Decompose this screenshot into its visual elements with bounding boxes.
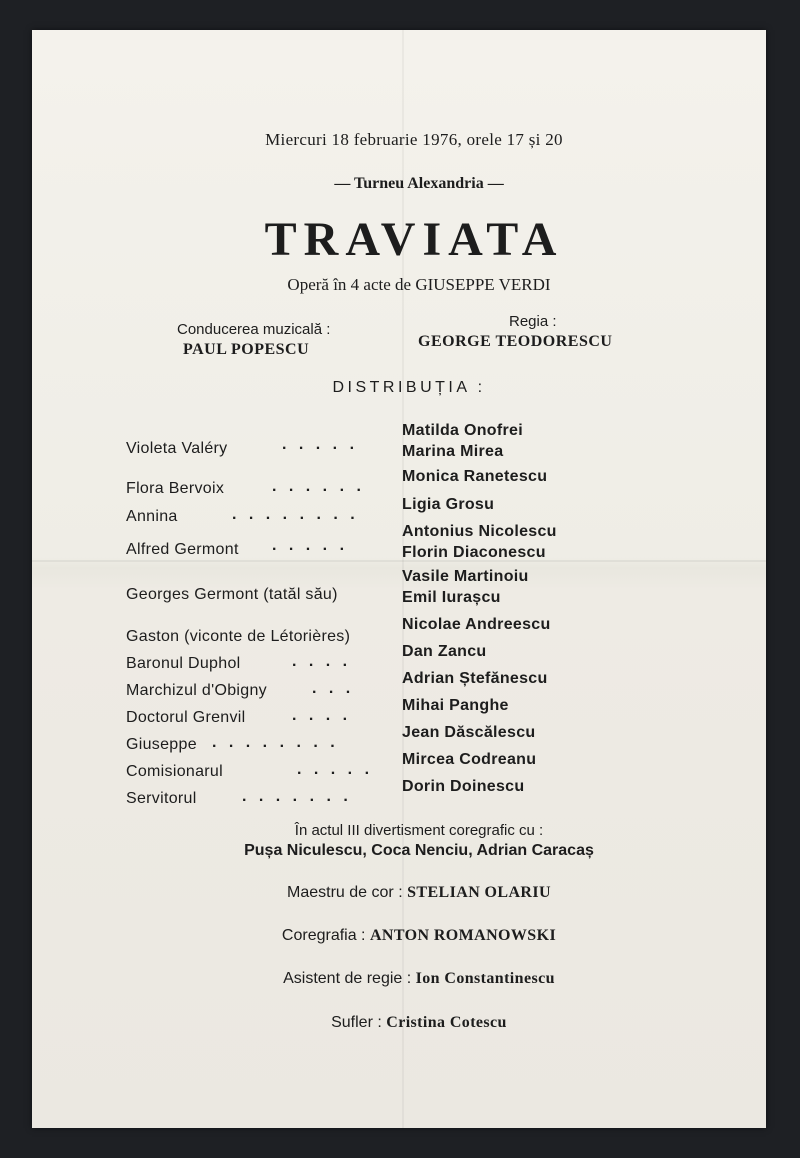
leader-dots: . . . . . [272, 537, 349, 554]
cast-role: Comisionarul [126, 763, 223, 780]
cast-heading: DISTRIBUȚIA : [332, 379, 486, 396]
cast-role: Flora Bervoix [126, 480, 225, 497]
credit-name: Cristina Cotescu [386, 1014, 507, 1031]
credit-chorus-master [32, 884, 766, 902]
cast-role: Giuseppe [126, 736, 197, 753]
music-director-name: PAUL POPESCU [183, 341, 310, 358]
cast-role: Annina [126, 508, 178, 525]
credit-name: ANTON ROMANOWSKI [369, 927, 557, 944]
cast-list [32, 30, 766, 1128]
leader-dots: . . . . . [297, 761, 374, 778]
cast-singer: Dorin Doinescu [402, 778, 525, 795]
stage-director-name: GEORGE TEODORESCU [418, 333, 613, 350]
credit-label: Asistent de regie : [283, 970, 412, 987]
cast-role: Alfred Germont [126, 541, 239, 558]
credit-choreography [32, 927, 766, 945]
cast-singer: Matilda Onofrei [402, 422, 523, 439]
leader-dots: . . . . . . . . [212, 734, 339, 751]
credit-name: STELIAN OLARIU [407, 884, 551, 901]
credit-label: Maestru de cor : [287, 884, 403, 901]
credit-name: Ion Constantinescu [415, 970, 555, 987]
cast-singer: Ligia Grosu [402, 496, 495, 513]
cast-role: Marchizul d'Obigny [126, 682, 267, 699]
cast-role: Baronul Duphol [126, 655, 241, 672]
cast-singer: Florin Diaconescu [402, 544, 546, 561]
opera-title: TRAVIATA [264, 213, 564, 266]
cast-singer: Emil Iurașcu [402, 589, 501, 606]
tour-line: — Turneu Alexandria — [334, 175, 504, 192]
leader-dots: . . . . . . . [242, 788, 352, 805]
leader-dots: . . . . [292, 653, 352, 670]
cast-singer: Mircea Codreanu [402, 751, 537, 768]
cast-role: Gaston (viconte de Létorières) [126, 628, 351, 645]
cast-role: Servitorul [126, 790, 197, 807]
cast-singer: Adrian Ștefănescu [402, 670, 548, 687]
program-sheet [32, 30, 766, 1128]
cast-singer: Jean Dăscălescu [402, 724, 536, 741]
credit-prompter [32, 1014, 766, 1032]
divertissement-note: În actul III divertisment coregrafic cu : [294, 822, 544, 839]
leader-dots: . . . . . . [272, 478, 365, 495]
leader-dots: . . . . [292, 707, 352, 724]
divertissement-dancers: Pușa Niculescu, Coca Nenciu, Adrian Caracaș [244, 842, 594, 859]
cast-singer: Vasile Martinoiu [402, 568, 529, 585]
performance-date: Miercuri 18 februarie 1976, orele 17 și 20 [265, 130, 563, 149]
cast-role: Violeta Valéry [126, 440, 228, 457]
cast-singer: Dan Zancu [402, 643, 487, 660]
stage-direction-label: Regia : [509, 313, 557, 330]
credit-label: Coregrafia : [281, 927, 366, 944]
opera-subtitle: Operă în 4 acte de GIUSEPPE VERDI [287, 275, 551, 294]
cast-role: Georges Germont (tatăl său) [126, 586, 338, 603]
cast-singer: Nicolae Andreescu [402, 616, 551, 633]
cast-singer: Mihai Panghe [402, 697, 509, 714]
cast-singer: Antonius Nicolescu [402, 523, 557, 540]
leader-dots: . . . . . . . . [232, 506, 359, 523]
music-direction-label: Conducerea muzicală : [177, 321, 331, 338]
credit-assistant-director [32, 970, 766, 988]
leader-dots: . . . . . [282, 436, 359, 453]
credit-label: Sufler : [331, 1014, 382, 1031]
cast-singer: Monica Ranetescu [402, 468, 548, 485]
cast-singer: Marina Mirea [402, 443, 504, 460]
leader-dots: . . . [312, 680, 355, 697]
cast-role: Doctorul Grenvil [126, 709, 246, 726]
